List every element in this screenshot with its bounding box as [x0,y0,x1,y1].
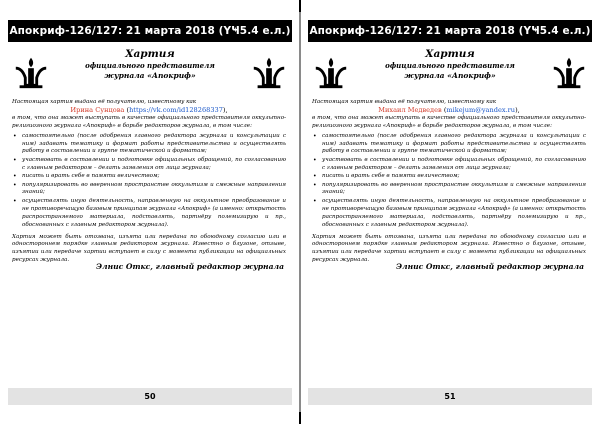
closing-text: Хартия может быть отозвана, изъята или передана по обоюдному согласию или в одностороннем порядке главным редактором журнала. Известно о блузоне, отзыве, изъятии или передаче хартии вступает в силу с момента публикации на официальных ресурсах журнала. [12,233,286,264]
header-text: Апокриф-126/127: 21 марта 2018 (ҮҸ5.4 е.л.) [9,25,291,37]
charter-statement: в том, что она может выступать в качестве официального представителя оккультно-религиозного журнала «Апокриф» в борьбе редакторов журнала, в том числе: [312,114,586,129]
masthead [308,48,592,94]
title-line3: журнала «Апокриф» [404,71,496,80]
candle-trident-logo-icon [12,54,50,90]
candle-trident-logo-icon [250,54,288,90]
list-item: • самостоятельно (после одобрения главного редактора журнала и консультации с ним) задавать тематику и формат работы представительства и осуществлять работу в составлении и группе тематической и форматам; [12,133,286,157]
page-header [308,20,592,42]
charter-body [12,99,286,265]
rights-list [12,133,286,230]
masthead [8,48,292,94]
list-item: • участвовать в составлении и подготовке официальных обращений, по согласованию с главным редактором – делать заявления от лица журнала; [312,157,586,173]
list-item: • участвовать в составлении и подготовке официальных обращений, по согласованию с главным редактором – делать заявления от лица журнала; [12,157,286,173]
list-item: • самостоятельно (после одобрения главного редактора журнала и консультации с ним) задавать тематику и формат работы представительства и осуществлять работу в составлении и группе тематической и форматам; [312,133,586,157]
title-line2: официального представителя [385,61,515,70]
candle-trident-logo-icon [312,54,350,90]
recipient-name: Ирина Сунцова [70,105,125,114]
closing-text: Хартия может быть отозвана, изъята или передана по обоюдному согласию или в одностороннем порядке главным редактором журнала. Известно о блузоне, отзыве, изъятии или передаче хартии вступает в силу с момента публикации на официальных ресурсах журнала. [312,233,586,264]
recipient-line: Ирина Сунцова (https://vk.com/id128268337), [70,105,228,114]
intro-text: Настоящая хартия выдана её получателю, известному как [12,99,197,105]
charter-title [54,48,246,81]
title-line3: журнала «Апокриф» [104,71,196,80]
page-header [8,20,292,42]
recipient-line: Михаил Медведев (mikejum@yandex.ru), [378,105,520,114]
page-number: 50 [144,392,156,401]
intro-text: Настоящая хартия выдана её получателю, известному как [312,99,497,105]
list-item: • популяризировать во вверенном пространстве оккультизм и смежные направления знаний; [12,182,286,198]
title-line1: Хартия [425,48,475,60]
signature: Элнис Откс, главный редактор журнала [395,262,584,271]
recipient-name: Михаил Медведев [378,105,442,114]
candle-trident-logo-icon [550,54,588,90]
title-line1: Хартия [125,48,175,60]
charter-statement: в том, что она может выступать в качестве официального представителя оккультно-религиозного журнала «Апокриф» в борьбе редакторов журнала, в том числе: [12,114,286,129]
title-line2: официального представителя [85,61,215,70]
header-text: Апокриф-126/127: 21 марта 2018 (ҮҸ5.4 е.л.) [309,25,591,37]
signature: Элнис Откс, главный редактор журнала [95,262,284,271]
charter-title [354,48,546,81]
recipient-link[interactable]: https://vk.com/id128268337 [129,105,223,114]
list-item: • писать и врать себе в памяти величеством; [312,173,586,181]
page-footer [308,388,592,405]
recipient-link[interactable]: mikejum@yandex.ru [446,105,516,114]
page-right [300,0,600,424]
rights-list [312,133,586,230]
page-footer [8,388,292,405]
list-item: • осуществлять иную деятельность, направленную на оккультное преобразование и не противоречащую базовым принципам журнала «Апокриф» (а именно: открытость распространяемого материала, подставлять, партнёру полемизирую и пр., обоснованных с главным редактором журнала). [312,198,586,230]
page-number: 51 [444,392,456,401]
list-item: • писать и врать себе в памяти величеством; [12,173,286,181]
list-item: • популяризировать во вверенном пространстве оккультизм и смежные направления знаний; [312,182,586,198]
list-item: • осуществлять иную деятельность, направленную на оккультное преобразование и не противоречащую базовым принципам журнала «Апокриф» (а именно: открытость распространяемого материала, подставлять, партнёру полемизирую и пр., обоснованных с главным редактором журнала). [12,198,286,230]
charter-body [312,99,586,265]
